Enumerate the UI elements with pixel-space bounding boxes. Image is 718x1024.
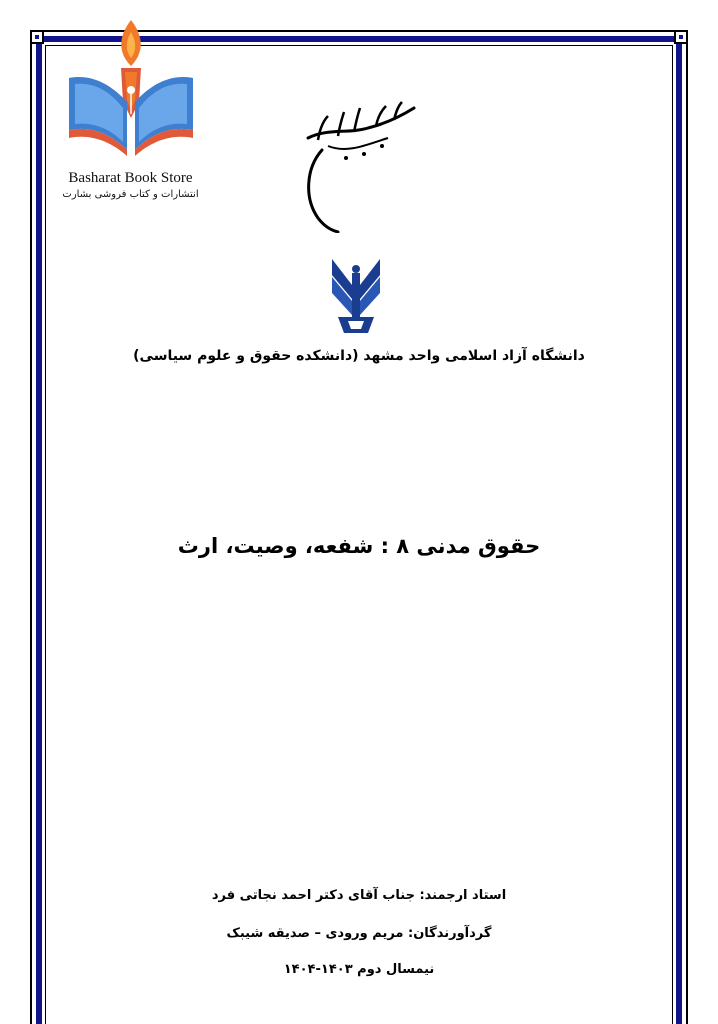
book-pen-icon	[65, 18, 197, 166]
store-subtitle: انتشارات و کتاب فروشی بشارت	[62, 189, 199, 200]
semester-line: نیمسال دوم ۱۴۰۳-۱۴۰۴	[283, 962, 435, 977]
compilers-line: گردآورندگان: مریم ورودی – صدیقه شیبک	[226, 926, 492, 941]
professor-line: استاد ارجمند: جناب آقای دکتر احمد نجاتی فرد	[211, 888, 507, 903]
bookstore-logo	[58, 18, 203, 200]
store-name: Basharat Book Store	[68, 170, 193, 186]
university-name: دانشگاه آزاد اسلامی واحد مشهد (دانشکده حقوق و علوم سیاسی)	[133, 348, 585, 364]
border-corner-top-right	[674, 30, 688, 44]
university-logo	[328, 255, 384, 335]
border-corner-top-left	[30, 30, 44, 44]
document-title: حقوق مدنی ۸ : شفعه، وصیت، ارث	[177, 534, 541, 558]
bismillah-calligraphy	[298, 98, 418, 233]
